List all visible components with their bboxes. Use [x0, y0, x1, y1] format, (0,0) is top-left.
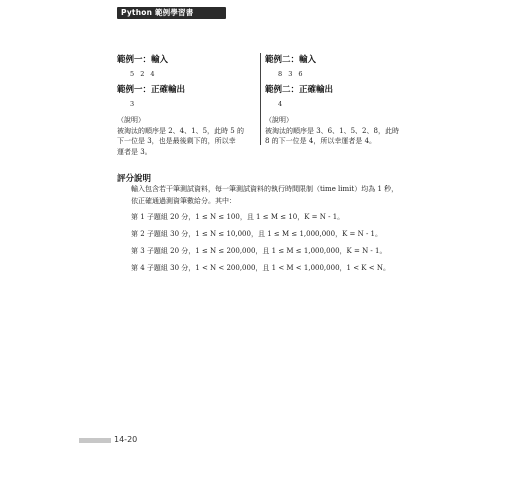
- example-one-note-label: （說明）: [117, 116, 145, 124]
- example-two: [265, 55, 415, 147]
- example-one-input-value: 5 2 4: [130, 70, 157, 78]
- subtask-item: 第 1 子題組 20 分，1 ≤ N ≤ 100，且 1 ≤ M ≤ 10，K = N - 1。: [131, 213, 345, 221]
- subtask-item: 第 2 子題組 30 分，1 ≤ N ≤ 10,000，且 1 ≤ M ≤ 1,000,000，K = N - 1。: [131, 230, 383, 238]
- example-two-note-label: （說明）: [265, 116, 293, 124]
- footer-bar: [79, 438, 111, 443]
- example-one-output-value: 3: [130, 100, 137, 108]
- example-two-output-heading: 範例二：正確輸出: [265, 85, 334, 95]
- scoring-title: 評分說明: [117, 174, 152, 184]
- subtask-item: 第 4 子題組 30 分，1 < N < 200,000，且 1 < M < 1,000,000，1 < K < N。: [131, 264, 390, 272]
- example-two-note-line: 被淘汰的順序是 3、6、1、5、2、8，此時: [265, 126, 399, 135]
- column-divider: [260, 53, 261, 145]
- example-two-output-value: 4: [278, 100, 285, 108]
- example-one-output-heading: 範例一：正確輸出: [117, 85, 186, 95]
- example-one-note-line: 運者是 3。: [117, 147, 152, 156]
- page-number: 14-20: [114, 435, 138, 444]
- example-one-input-heading: 範例一：輸入: [117, 55, 169, 65]
- scoring-paragraph-line: 依正確通過測資筆數給分。其中：: [131, 196, 236, 205]
- subtask-item: 第 3 子題組 20 分，1 ≤ N ≤ 200,000，且 1 ≤ M ≤ 1,000,000，K = N - 1。: [131, 247, 387, 255]
- example-one-note: [117, 115, 257, 157]
- example-two-note: [265, 115, 415, 147]
- example-two-note-line: 8 的下一位是 4，所以幸運者是 4。: [265, 137, 377, 145]
- book-title-tab: Python 範例學習書: [117, 7, 226, 19]
- example-one-note-line: 下一位是 3，也是最後剩下的，所以幸: [117, 137, 236, 145]
- example-two-input-heading: 範例二：輸入: [265, 55, 317, 65]
- example-two-input-value: 8 3 6: [278, 70, 305, 78]
- example-one: [117, 55, 257, 157]
- scoring-paragraph-line: 輸入包含若干筆測試資料，每一筆測試資料的執行時間限制（time limit）均為 1 秒，: [131, 185, 399, 193]
- example-one-note-line: 被淘汰的順序是 2、4、1、5，此時 5 的: [117, 126, 244, 135]
- scoring-paragraph: [131, 184, 421, 207]
